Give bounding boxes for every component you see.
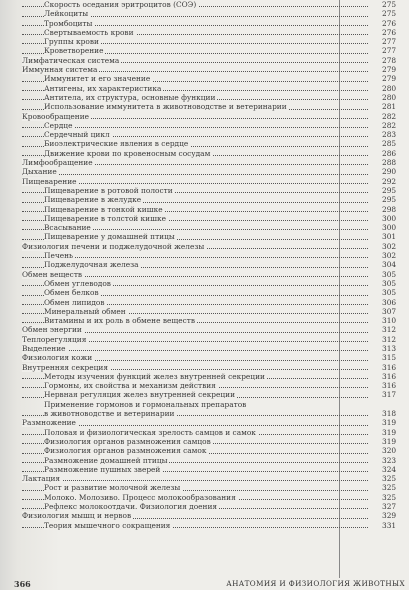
toc-entry-title: Тромбоциты [44, 18, 93, 28]
toc-entry-page-number: 278 [382, 56, 408, 65]
toc-entry-text-wrap [22, 279, 408, 288]
toc-entry-text-wrap [22, 0, 408, 9]
toc-entry-text-wrap [22, 521, 408, 530]
toc-entry [22, 65, 408, 74]
toc-entry-title: Лимфообращение [22, 158, 93, 168]
toc-entry-page-number: 281 [382, 102, 408, 111]
toc-entry-title: Сердце [44, 120, 73, 130]
toc-entry-text-wrap [22, 483, 408, 492]
toc-entry-text-wrap [22, 390, 408, 399]
toc-entry-page-number: 312 [382, 325, 408, 334]
toc-entry [22, 46, 408, 55]
toc-entry-title: Скорость оседания эритроцитов (СОЭ) [44, 0, 197, 9]
toc-entry [22, 437, 408, 446]
toc-entry-page-number: 331 [382, 521, 408, 530]
toc-entry-page-number: 290 [382, 167, 408, 176]
toc-entry-page-number: 286 [382, 149, 408, 158]
toc-entry-page-number: 280 [382, 84, 408, 93]
toc-entry [22, 242, 408, 251]
toc-entry [22, 205, 408, 214]
toc-entry [22, 177, 408, 186]
toc-entry-text-wrap [22, 130, 408, 139]
toc-entry-title: Минеральный обмен [44, 306, 126, 316]
toc-entry-text-wrap [22, 93, 408, 102]
toc-entry-text-wrap [22, 353, 408, 362]
toc-entry-title: Использование иммунитета в животноводстве и ветеринарии [44, 102, 287, 112]
toc-entry-title: Применение гормонов и гормональных препаратов [44, 399, 247, 409]
toc-entry-page-number: 283 [382, 130, 408, 139]
toc-entry-text-wrap [22, 511, 408, 520]
toc-entry-text-wrap [22, 37, 408, 46]
toc-entry [22, 511, 408, 520]
toc-entry-page-number: 295 [382, 186, 408, 195]
toc-entry-page-number: 300 [382, 223, 408, 232]
toc-entry-title: Иммунитет и его значение [44, 74, 151, 84]
toc-entry-page-number: 318 [382, 409, 408, 418]
toc-entry-text-wrap [22, 46, 408, 55]
toc-entry-title: Физиология печени и поджелудочной железы [22, 241, 205, 251]
footer-page-number: 366 [14, 579, 31, 589]
toc-entry-text-wrap [22, 56, 408, 65]
toc-entry [22, 74, 408, 83]
toc-entry [22, 502, 408, 511]
toc-entry [22, 521, 408, 530]
toc-entry-title: Выделение [22, 343, 66, 353]
toc-entry-title: Методы изучения функций желез внутренней секреции [44, 371, 265, 381]
toc-entry [22, 195, 408, 204]
toc-entry-text-wrap [22, 288, 408, 297]
toc-entry-page-number: 325 [382, 474, 408, 483]
toc-entry-page-number: 277 [382, 37, 408, 46]
toc-entry-title: Внутренняя секреция [22, 362, 109, 372]
toc-entry-text-wrap [22, 65, 408, 74]
toc-entry-text-wrap [22, 493, 408, 502]
toc-entry-title: Физиология органов размножения самцов [44, 436, 211, 446]
toc-entry-text-wrap [22, 325, 408, 334]
toc-entry-page-number: 327 [382, 502, 408, 511]
toc-entry-page-number: 319 [382, 418, 408, 427]
toc-entry-text-wrap [22, 74, 408, 83]
toc-entry-text-wrap [22, 307, 408, 316]
toc-entry-text-wrap [22, 474, 408, 483]
toc-entry-text-wrap [22, 139, 408, 148]
toc-entry [22, 288, 408, 297]
toc-entry-text-wrap [22, 344, 408, 353]
toc-entry-page-number: 277 [382, 46, 408, 55]
toc-entry-title: Дыхание [22, 167, 57, 177]
toc-entry-title: Обмен углеводов [44, 278, 111, 288]
toc-entry-page-number: 302 [382, 242, 408, 251]
toc-entry-title: Молоко. Молозиво. Процесс молокообразования [44, 492, 236, 502]
toc-entry-text-wrap [22, 502, 408, 511]
page-footer [14, 578, 409, 590]
toc-entry-page-number: 316 [382, 381, 408, 390]
toc-entry-text-wrap [22, 121, 408, 130]
table-of-contents [22, 0, 408, 530]
toc-entry-text-wrap [22, 186, 408, 195]
toc-entry [22, 325, 408, 334]
toc-entry [22, 186, 408, 195]
toc-entry-text-wrap [22, 28, 408, 37]
toc-entry [22, 121, 408, 130]
toc-entry [22, 158, 408, 167]
toc-entry-page-number: 316 [382, 363, 408, 372]
toc-entry-title: Лимфатическая система [22, 55, 120, 65]
toc-entry-page-number: 302 [382, 251, 408, 260]
toc-entry-title: Рост и развитие молочной железы [44, 483, 181, 493]
toc-entry [22, 400, 408, 409]
dot-leader [22, 350, 368, 351]
toc-entry-title: Размножение домашней птицы [44, 455, 168, 465]
toc-entry-text-wrap [22, 465, 408, 474]
toc-entry-title: Поджелудочная железа [44, 260, 139, 270]
toc-entry [22, 149, 408, 158]
toc-entry-title: Обмен веществ [22, 269, 83, 279]
toc-entry-text-wrap [22, 418, 408, 427]
toc-entry-page-number: 325 [382, 493, 408, 502]
toc-entry [22, 214, 408, 223]
toc-entry [22, 260, 408, 269]
toc-entry [22, 381, 408, 390]
page-number-column-rule [339, 0, 340, 578]
toc-entry-page-number: 310 [382, 316, 408, 325]
toc-entry [22, 446, 408, 455]
toc-entry-text-wrap [22, 177, 408, 186]
toc-entry [22, 428, 408, 437]
toc-entry [22, 418, 408, 427]
toc-entry-page-number: 315 [382, 353, 408, 362]
toc-entry-title: Обмен белков [44, 288, 99, 298]
toc-entry-title: Сердечный цикл [44, 130, 110, 140]
toc-entry-page-number: 329 [382, 511, 408, 520]
toc-entry-page-number: 295 [382, 195, 408, 204]
toc-entry-title: Пищеварение в ротовой полости [44, 185, 173, 195]
toc-entry-page-number: 325 [382, 483, 408, 492]
toc-entry-page-number: 304 [382, 260, 408, 269]
toc-entry-text-wrap [22, 223, 408, 232]
toc-entry-text-wrap [22, 372, 408, 381]
toc-entry-text-wrap [22, 205, 408, 214]
toc-entry-title: Физиология органов размножения самок [44, 446, 207, 456]
toc-entry-title: Обмен энергии [22, 325, 82, 335]
toc-entry [22, 474, 408, 483]
toc-entry-page-number: 292 [382, 177, 408, 186]
toc-entry-text-wrap [22, 19, 408, 28]
toc-entry-text-wrap [22, 158, 408, 167]
toc-entry-text-wrap [22, 428, 408, 437]
toc-entry [22, 56, 408, 65]
toc-entry-title: Антитела, их структура, основные функции [44, 92, 216, 102]
toc-entry-title: Пищеварение в тонкой кишке [44, 204, 163, 214]
toc-entry-text-wrap [22, 363, 408, 372]
toc-entry-title: Кровообращение [22, 111, 90, 121]
toc-entry-page-number: 282 [382, 121, 408, 130]
toc-entry-title: Гормоны, их свойства и механизм действия [44, 381, 216, 391]
toc-entry-title: Антигены, их характеристика [44, 83, 162, 93]
toc-entry-title: Пищеварение в желудке [44, 195, 142, 205]
footer-running-title: АНАТОМИЯ И ФИЗИОЛОГИЯ ЖИВОТНЫХ [226, 579, 405, 588]
toc-entry-page-number: 276 [382, 19, 408, 28]
toc-entry-text-wrap [22, 167, 408, 176]
toc-entry-text-wrap [22, 437, 408, 446]
toc-entry-title: Пищеварение [22, 176, 77, 186]
toc-entry-title: Половая и физиологическая зрелость самцов и самок [44, 427, 256, 437]
toc-entry [22, 102, 408, 111]
toc-entry-text-wrap [22, 9, 408, 18]
toc-entry [22, 372, 408, 381]
toc-entry [22, 279, 408, 288]
toc-entry-title: Физиология кожи [22, 353, 93, 363]
toc-entry-title: Теория мышечного сокращения [44, 520, 171, 530]
toc-entry [22, 139, 408, 148]
toc-entry-page-number: 279 [382, 65, 408, 74]
toc-entry-title: Биоэлектрические явления в сердце [44, 139, 189, 149]
toc-entry-page-number: 317 [382, 390, 408, 399]
toc-entry-page-number: 282 [382, 112, 408, 121]
toc-entry-page-number: 275 [382, 0, 408, 9]
toc-entry [22, 483, 408, 492]
toc-entry-text-wrap [22, 232, 408, 241]
toc-entry-text-wrap [22, 251, 408, 260]
toc-entry [22, 270, 408, 279]
toc-entry-title: Лактация [22, 474, 61, 484]
dot-leader [22, 480, 368, 481]
toc-entry [22, 456, 408, 465]
toc-entry-text-wrap [22, 298, 408, 307]
toc-entry-title: в животноводстве и ветеринарии [44, 409, 175, 419]
toc-entry-text-wrap [22, 214, 408, 223]
toc-entry-title: Иммунная система [22, 65, 98, 75]
toc-entry [22, 251, 408, 260]
toc-entry-page-number: 312 [382, 335, 408, 344]
toc-entry [22, 390, 408, 399]
toc-entry [22, 232, 408, 241]
toc-entry [22, 93, 408, 102]
dot-leader [22, 174, 368, 175]
toc-entry-title: Физиология мышц и нервов [22, 511, 132, 521]
toc-entry [22, 223, 408, 232]
toc-entry-page-number: 305 [382, 288, 408, 297]
toc-entry [22, 493, 408, 502]
toc-entry-title: Группы крови [44, 37, 99, 47]
toc-entry-page-number: 320 [382, 446, 408, 455]
toc-entry-page-number: 323 [382, 456, 408, 465]
toc-entry [22, 316, 408, 325]
toc-entry [22, 28, 408, 37]
toc-entry-title: Рефлекс молокоотдачи. Физиология доения [44, 502, 218, 512]
toc-entry-page-number: 307 [382, 307, 408, 316]
toc-entry-page-number: 324 [382, 465, 408, 474]
toc-entry-page-number: 306 [382, 298, 408, 307]
toc-entry-title: Лейкоциты [44, 9, 89, 19]
toc-entry-page-number: 276 [382, 28, 408, 37]
toc-entry-text-wrap [22, 149, 408, 158]
toc-entry [22, 465, 408, 474]
toc-entry [22, 298, 408, 307]
toc-entry-text-wrap [22, 316, 408, 325]
toc-entry-text-wrap [22, 195, 408, 204]
toc-entry [22, 112, 408, 121]
toc-entry-title: Свертываемость крови [44, 27, 134, 37]
toc-entry-title: Нервная регуляция желез внутренней секреции [44, 390, 236, 400]
toc-entry [22, 353, 408, 362]
toc-entry-page-number: 285 [382, 139, 408, 148]
toc-entry-page-number: 298 [382, 205, 408, 214]
toc-entry-title: Обмен липидов [44, 297, 105, 307]
toc-entry [22, 335, 408, 344]
toc-entry [22, 167, 408, 176]
toc-entry-title: Движение крови по кровеносным сосудам [44, 148, 211, 158]
toc-entry-title: Теплорегуляция [22, 334, 87, 344]
toc-entry-text-wrap [22, 446, 408, 455]
toc-entry [22, 409, 408, 418]
toc-entry-page-number: 319 [382, 428, 408, 437]
toc-entry-page-number: 301 [382, 232, 408, 241]
toc-entry-text-wrap [22, 335, 408, 344]
toc-entry-text-wrap [22, 409, 408, 418]
toc-entry-page-number: 288 [382, 158, 408, 167]
toc-entry [22, 363, 408, 372]
toc-entry-page-number: 275 [382, 9, 408, 18]
toc-entry-title: Размножение пушных зверей [44, 464, 161, 474]
toc-entry [22, 130, 408, 139]
toc-entry-page-number: 280 [382, 93, 408, 102]
toc-entry-text-wrap [22, 84, 408, 93]
toc-entry [22, 19, 408, 28]
toc-entry [22, 0, 408, 9]
toc-entry-title: Пищеварение у домашней птицы [44, 232, 175, 242]
toc-entry-title: Пищеварение в толстой кишке [44, 213, 166, 223]
toc-entry [22, 37, 408, 46]
toc-entry-page-number: 305 [382, 270, 408, 279]
toc-entry-text-wrap [22, 102, 408, 111]
toc-entry-text-wrap [22, 260, 408, 269]
toc-entry-text-wrap [22, 270, 408, 279]
toc-entry-text-wrap [22, 456, 408, 465]
toc-entry [22, 84, 408, 93]
toc-entry-text-wrap [22, 242, 408, 251]
toc-entry [22, 307, 408, 316]
toc-entry [22, 9, 408, 18]
toc-entry-title: Витамины и их роль в обмене веществ [44, 316, 195, 326]
toc-entry-page-number: 300 [382, 214, 408, 223]
toc-entry-title: Всасывание [44, 223, 91, 233]
toc-entry-title: Размножение [22, 418, 76, 428]
toc-entry-page-number: 313 [382, 344, 408, 353]
toc-entry-title: Печень [44, 251, 74, 261]
toc-entry-page-number: 279 [382, 74, 408, 83]
toc-entry-page-number: 319 [382, 437, 408, 446]
toc-entry-text-wrap [22, 381, 408, 390]
toc-entry-text-wrap [22, 112, 408, 121]
toc-entry-page-number: 305 [382, 279, 408, 288]
toc-entry [22, 344, 408, 353]
toc-entry-page-number: 316 [382, 372, 408, 381]
toc-entry-text-wrap [22, 400, 408, 409]
toc-entry-title: Кроветворение [44, 46, 104, 56]
